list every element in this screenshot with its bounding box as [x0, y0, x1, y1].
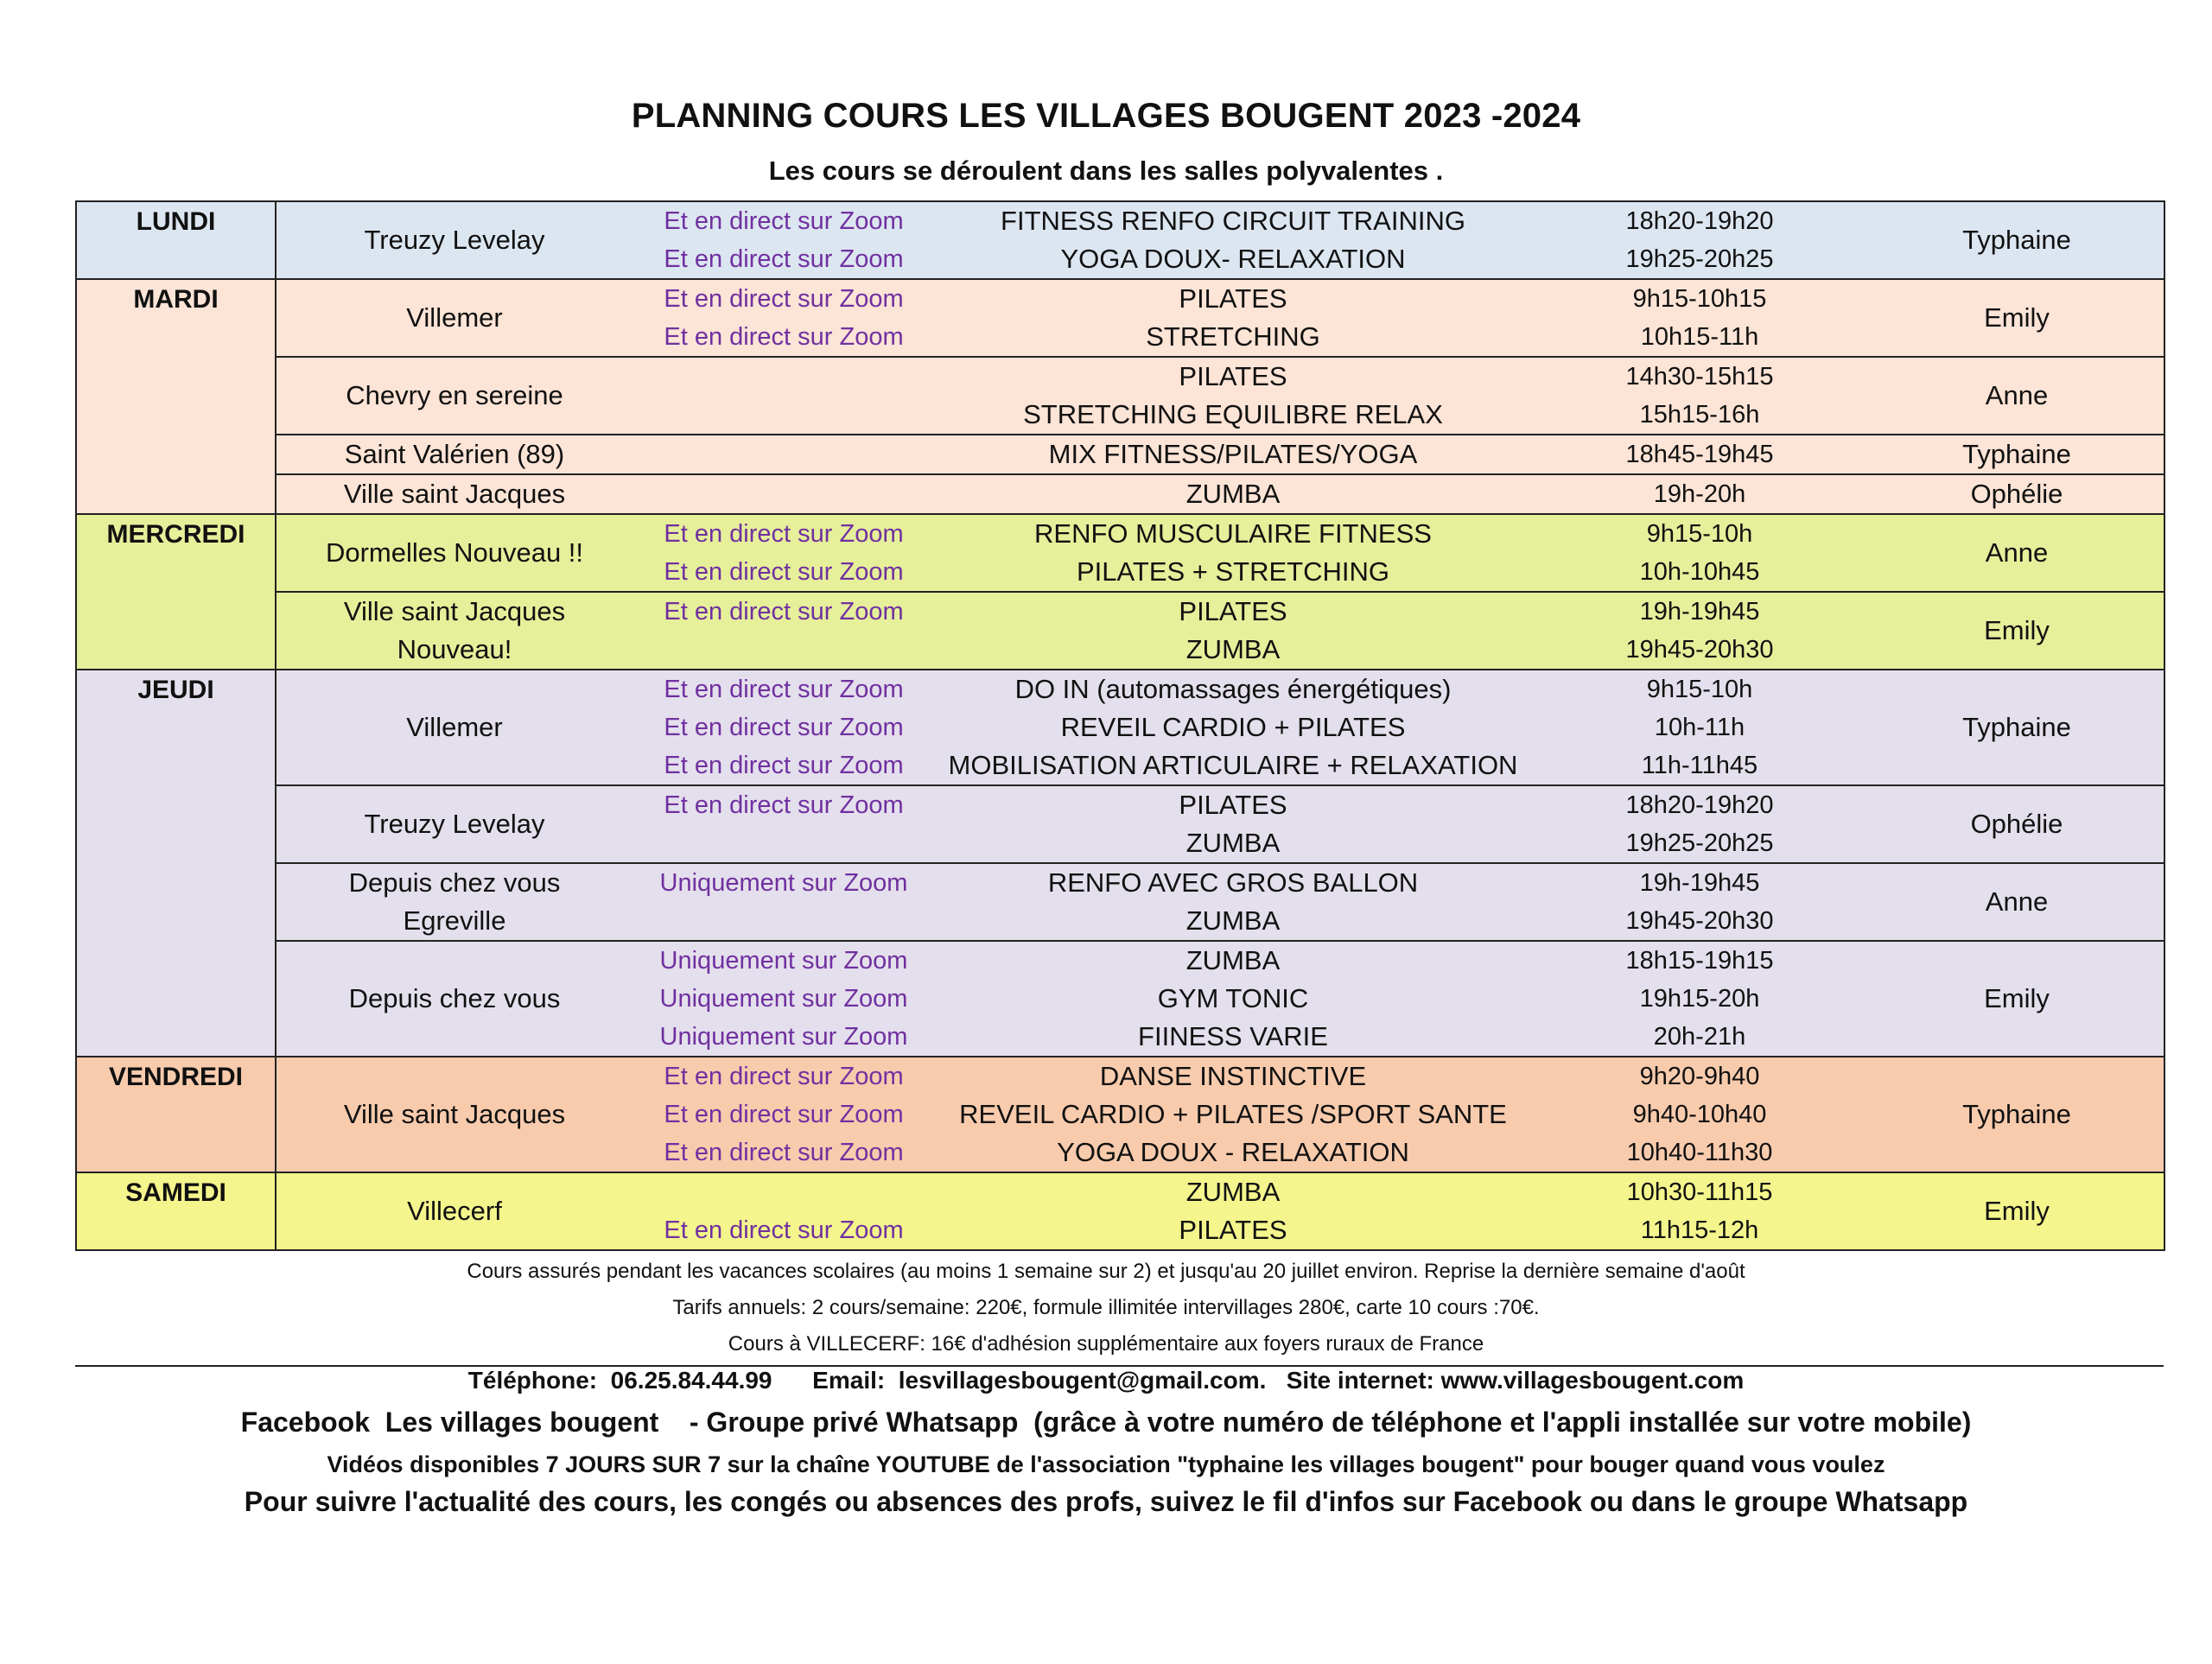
place-name: Depuis chez vous: [348, 867, 561, 898]
place-cell: [276, 280, 632, 356]
news-line: Pour suivre l'actualité des cours, les congés ou absences des profs, suivez le fil d'infos sur Facebook ou dans le groupe Whatsapp: [244, 1486, 1968, 1517]
zoom-mode: Et en direct sur Zoom: [664, 207, 904, 235]
course-name: GYM TONIC: [1157, 983, 1309, 1013]
pricing-note: Tarifs annuels: 2 cours/semaine: 220€, formule illimitée intervillages 280€, carte 10 cours :70€.: [672, 1296, 1540, 1319]
zoom-mode: Et en direct sur Zoom: [664, 245, 904, 273]
place-cell: [276, 786, 632, 862]
time-slot: 10h30-11h15: [1626, 1178, 1773, 1206]
zoom-mode: [632, 396, 935, 434]
group-cell: [276, 592, 2164, 670]
holidays-note: Cours assurés pendant les vacances scolaires (au moins 1 semaine sur 2) et jusqu'au 20 juillet environ. Reprise la dernière semaine d'août: [467, 1260, 1745, 1283]
session-row: [276, 593, 2165, 631]
schedule-row: [76, 201, 2164, 279]
course-name: YOGA DOUX - RELAXATION: [1057, 1137, 1409, 1167]
place-cell: [276, 1057, 632, 1172]
zoom-mode: [632, 902, 935, 940]
schedule-row: [76, 670, 2164, 785]
teacher-name: Anne: [1985, 537, 2049, 568]
time-slot: 19h-19h45: [1639, 598, 1760, 626]
group-cell: [276, 357, 2164, 435]
course-name: ZUMBA: [1185, 828, 1281, 858]
course-name: REVEIL CARDIO + PILATES: [1060, 712, 1406, 742]
time-slot: 9h20-9h40: [1639, 1063, 1760, 1090]
time-slot: 9h15-10h15: [1632, 285, 1767, 313]
time-slot: 15h15-16h: [1639, 401, 1760, 429]
session-row: [276, 358, 2165, 396]
place-name: Ville saint Jacques: [343, 1099, 566, 1129]
course-name: FIINESS VARIE: [1138, 1021, 1328, 1051]
course-name: MIX FITNESS/PILATES/YOGA: [1048, 439, 1418, 469]
time-slot: 10h-11h: [1654, 714, 1745, 741]
schedule-row: [76, 1057, 2164, 1172]
zoom-mode: Et en direct sur Zoom: [664, 1216, 904, 1244]
zoom-mode: Et en direct sur Zoom: [664, 520, 904, 548]
session-row: [276, 515, 2165, 553]
time-slot: 14h30-15h15: [1625, 363, 1774, 391]
place-name: Villemer: [406, 712, 503, 742]
teacher-name: Typhaine: [1962, 225, 2071, 255]
group-cell: [276, 279, 2164, 357]
place-cell: [276, 1173, 632, 1249]
zoom-mode: Uniquement sur Zoom: [659, 985, 908, 1013]
villecerf-note: Cours à VILLECERF: 16€ d'adhésion supplémentaire aux foyers ruraux de France: [728, 1332, 1484, 1356]
schedule-row: [76, 435, 2164, 474]
teacher-name: Typhaine: [1962, 712, 2071, 742]
youtube-line: Vidéos disponibles 7 JOURS SUR 7 sur la chaîne YOUTUBE de l'association "typhaine les villages bougent" pour bouger quand vous voulez: [327, 1451, 1885, 1477]
course-name: PILATES + STRETCHING: [1076, 556, 1390, 587]
course-name: YOGA DOUX- RELAXATION: [1060, 244, 1406, 274]
place-cell: [276, 358, 632, 434]
session-row: [276, 202, 2165, 240]
zoom-mode: Et en direct sur Zoom: [664, 1063, 904, 1090]
place-cell: [276, 515, 632, 591]
group-cell: [276, 941, 2164, 1057]
zoom-mode: Et en direct sur Zoom: [664, 676, 904, 703]
session-row: [276, 435, 2165, 473]
teacher-name: Emily: [1984, 1196, 2050, 1226]
zoom-mode: [632, 631, 935, 669]
place-cell: [276, 202, 632, 278]
course-name: PILATES: [1179, 283, 1287, 314]
course-name: ZUMBA: [1185, 1177, 1281, 1207]
group-cell: [276, 785, 2164, 863]
group-cell: [276, 514, 2164, 592]
planning-table: [75, 200, 2165, 1251]
time-slot: 18h20-19h20: [1625, 207, 1774, 235]
time-slot: 20h-21h: [1653, 1023, 1746, 1051]
course-name: ZUMBA: [1185, 634, 1281, 664]
course-name: PILATES: [1179, 361, 1287, 391]
schedule-row: [76, 279, 2164, 357]
place-cell: [276, 864, 632, 940]
course-name: RENFO AVEC GROS BALLON: [1047, 867, 1419, 898]
course-name: FITNESS RENFO CIRCUIT TRAINING: [1001, 206, 1465, 236]
course-name: STRETCHING: [1146, 321, 1320, 352]
time-slot: 19h25-20h25: [1625, 829, 1774, 857]
course-name: MOBILISATION ARTICULAIRE + RELAXATION: [948, 750, 1518, 780]
time-slot: 19h45-20h30: [1625, 907, 1774, 935]
place-name: Chevry en sereine: [346, 380, 563, 410]
course-name: REVEIL CARDIO + PILATES /SPORT SANTE: [959, 1099, 1507, 1129]
teacher-name: Ophélie: [1970, 479, 2063, 509]
zoom-mode: [632, 358, 935, 396]
course-name: RENFO MUSCULAIRE FITNESS: [1034, 518, 1432, 549]
place-cell: [276, 435, 632, 473]
page-subtitle: Les cours se déroulent dans les salles polyvalentes .: [768, 156, 1444, 186]
zoom-mode: Uniquement sur Zoom: [659, 869, 908, 897]
place-name: Ville saint Jacques: [343, 596, 566, 626]
time-slot: 19h-19h45: [1639, 869, 1760, 897]
schedule-row: [76, 941, 2164, 1057]
time-slot: 19h45-20h30: [1625, 636, 1774, 664]
teacher-name: Emily: [1984, 983, 2050, 1013]
time-slot: 18h15-19h15: [1625, 947, 1774, 975]
schedule-row: [76, 474, 2164, 514]
session-row: [276, 864, 2165, 902]
group-cell: [276, 201, 2164, 279]
facebook-whatsapp-line: Facebook Les villages bougent - Groupe privé Whatsapp (grâce à votre numéro de téléphone et l'appli installée sur votre mobile): [240, 1407, 1972, 1438]
zoom-mode: [632, 435, 935, 473]
zoom-mode: Et en direct sur Zoom: [664, 598, 904, 626]
zoom-mode: Et en direct sur Zoom: [664, 714, 904, 741]
group-cell: [276, 435, 2164, 474]
contact-line: Téléphone: 06.25.84.44.99 Email: lesvillagesbougent@gmail.com. Site internet: www.villagesbougent.com: [467, 1367, 1745, 1394]
zoom-mode: [632, 1173, 935, 1211]
group-cell: [276, 474, 2164, 514]
place-name: Villemer: [406, 302, 503, 333]
zoom-mode: Et en direct sur Zoom: [664, 1101, 904, 1128]
place-name: Dormelles Nouveau !!: [325, 537, 584, 568]
course-name: STRETCHING EQUILIBRE RELAX: [1023, 399, 1443, 429]
course-name: PILATES: [1179, 790, 1287, 820]
course-name: DANSE INSTINCTIVE: [1099, 1061, 1367, 1091]
time-slot: 19h-20h: [1653, 480, 1746, 508]
session-row: [276, 942, 2165, 980]
zoom-mode: Et en direct sur Zoom: [664, 285, 904, 313]
schedule-row: [76, 863, 2164, 941]
place-name: Nouveau!: [397, 634, 512, 664]
time-slot: 18h45-19h45: [1625, 441, 1774, 468]
time-slot: 9h15-10h: [1646, 520, 1753, 548]
course-name: ZUMBA: [1185, 479, 1281, 509]
place-cell: [276, 670, 632, 784]
time-slot: 19h25-20h25: [1625, 245, 1774, 273]
time-slot: 11h15-12h: [1640, 1216, 1759, 1244]
zoom-mode: Et en direct sur Zoom: [664, 558, 904, 586]
time-slot: 11h-11h45: [1641, 752, 1758, 779]
teacher-name: Anne: [1985, 886, 2049, 917]
day-label: VENDREDI: [76, 1057, 276, 1172]
time-slot: 19h15-20h: [1639, 985, 1760, 1013]
zoom-mode: Et en direct sur Zoom: [664, 791, 904, 819]
time-slot: 10h-10h45: [1639, 558, 1760, 586]
course-name: ZUMBA: [1185, 905, 1281, 936]
group-cell: [276, 1057, 2164, 1172]
place-cell: [276, 942, 632, 1056]
time-slot: 10h40-11h30: [1626, 1139, 1773, 1166]
teacher-name: Emily: [1984, 615, 2050, 645]
zoom-mode: [632, 824, 935, 862]
group-cell: [276, 670, 2164, 785]
zoom-mode: Et en direct sur Zoom: [664, 1139, 904, 1166]
session-row: [276, 786, 2165, 824]
course-name: ZUMBA: [1185, 945, 1281, 975]
time-slot: 9h40-10h40: [1632, 1101, 1767, 1128]
course-name: DO IN (automassages énergétiques): [1014, 674, 1452, 704]
teacher-name: Typhaine: [1962, 439, 2071, 469]
page-title: PLANNING COURS LES VILLAGES BOUGENT 2023 -2024: [631, 97, 1581, 135]
schedule-row: [76, 357, 2164, 435]
day-label: LUNDI: [76, 201, 276, 279]
place-name: Egreville: [403, 905, 506, 936]
session-row: [276, 1173, 2165, 1211]
schedule-row: [76, 514, 2164, 592]
zoom-mode: Et en direct sur Zoom: [664, 323, 904, 351]
day-label: MARDI: [76, 279, 276, 514]
place-cell: [276, 475, 632, 513]
course-name: PILATES: [1179, 596, 1287, 626]
session-row: [276, 1057, 2165, 1096]
zoom-mode: [632, 475, 935, 513]
place-name: Saint Valérien (89): [344, 439, 565, 469]
time-slot: 10h15-11h: [1640, 323, 1759, 351]
place-name: Depuis chez vous: [348, 983, 561, 1013]
session-row: [276, 280, 2165, 318]
zoom-mode: Uniquement sur Zoom: [659, 1023, 908, 1051]
session-row: [276, 475, 2165, 513]
session-row: [276, 670, 2165, 708]
day-label: MERCREDI: [76, 514, 276, 670]
zoom-mode: Et en direct sur Zoom: [664, 752, 904, 779]
zoom-mode: Uniquement sur Zoom: [659, 947, 908, 975]
schedule-row: [76, 1172, 2164, 1250]
time-slot: 9h15-10h: [1646, 676, 1753, 703]
schedule-row: [76, 785, 2164, 863]
course-name: PILATES: [1179, 1215, 1287, 1245]
day-label: JEUDI: [76, 670, 276, 1057]
place-name: Treuzy Levelay: [364, 809, 545, 839]
place-name: Treuzy Levelay: [364, 225, 545, 255]
day-label: SAMEDI: [76, 1172, 276, 1250]
place-name: Ville saint Jacques: [343, 479, 566, 509]
time-slot: 18h20-19h20: [1625, 791, 1774, 819]
teacher-name: Ophélie: [1970, 809, 2063, 839]
teacher-name: Anne: [1985, 380, 2049, 410]
teacher-name: Typhaine: [1962, 1099, 2071, 1129]
group-cell: [276, 863, 2164, 941]
schedule-row: [76, 592, 2164, 670]
group-cell: [276, 1172, 2164, 1250]
place-name: Villecerf: [407, 1196, 502, 1226]
teacher-name: Emily: [1984, 302, 2050, 333]
place-cell: [276, 593, 632, 669]
